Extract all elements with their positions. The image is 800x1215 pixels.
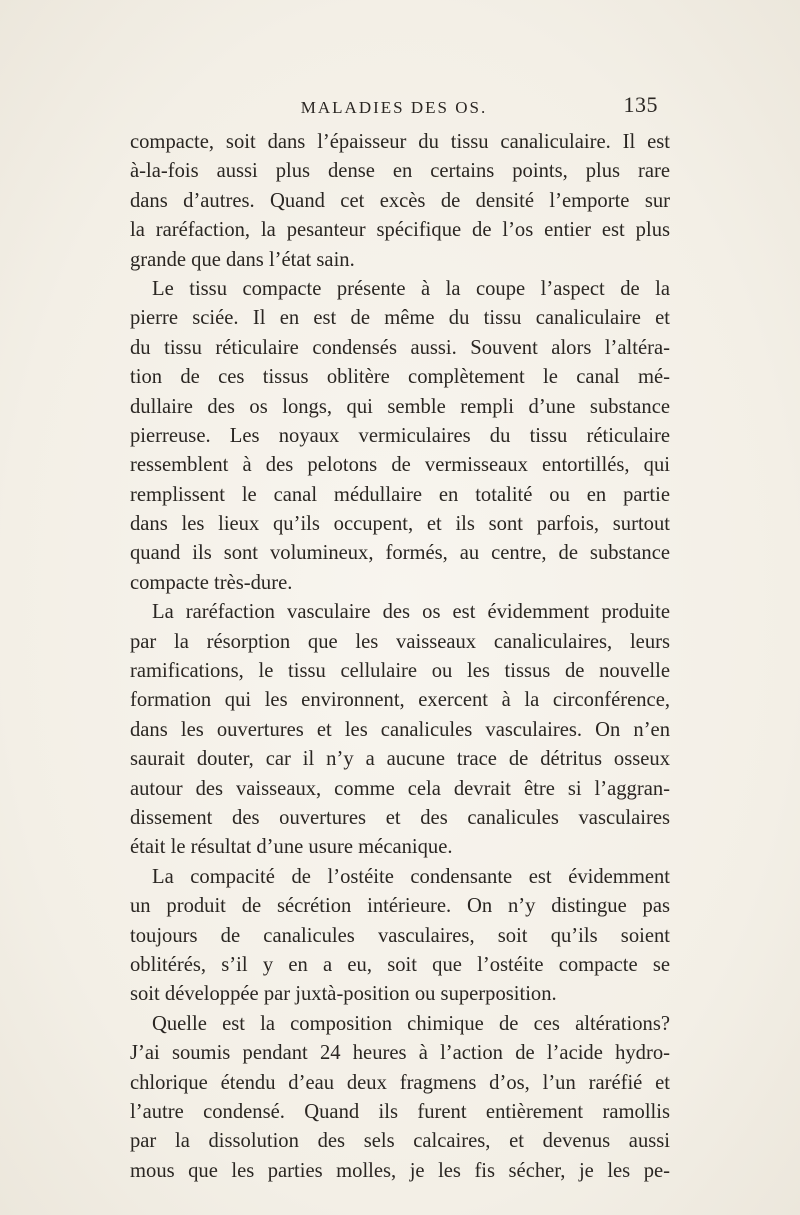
- text-line: pierreuse. Les noyaux vermiculaires du tissu réticulaire: [130, 424, 670, 447]
- text-line: Quelle est la composition chimique de ces altérations?: [152, 1012, 670, 1035]
- text-line: dullaire des os longs, qui semble rempli d’une substance: [130, 395, 670, 418]
- running-title: MALADIES DES OS.: [300, 98, 488, 117]
- text-line: était le résultat d’une usure mécanique.: [130, 836, 453, 859]
- text-line: La compacité de l’ostéite condensante est évidemment: [152, 865, 670, 888]
- text-line: pierre sciée. Il en est de même du tissu canaliculaire et: [130, 307, 670, 330]
- text-line: dans les lieux qu’ils occupent, et ils sont parfois, surtout: [130, 513, 670, 536]
- text-line: grande que dans l’état sain.: [130, 248, 355, 271]
- text-line: autour des vaisseaux, comme cela devrait être si l’aggran-: [130, 777, 670, 800]
- text-line: mous que les parties molles, je les fis sécher, je les pe-: [130, 1159, 670, 1182]
- text-line: compacte très-dure.: [130, 571, 293, 594]
- text-line: l’autre condensé. Quand ils furent entièrement ramollis: [130, 1100, 670, 1123]
- text-line: la raréfaction, la pesanteur spécifique de l’os entier est plus: [130, 219, 670, 242]
- text-line: chlorique étendu d’eau deux fragmens d’os, l’un raréfié et: [130, 1071, 670, 1094]
- text-line: à-la-fois aussi plus dense en certains points, plus rare: [130, 160, 670, 183]
- text-line: quand ils sont volumineux, formés, au centre, de substance: [130, 542, 670, 565]
- text-line: dissement des ouvertures et des canalicules vasculaires: [130, 806, 670, 829]
- text-line: tion de ces tissus oblitère complètement le canal mé-: [130, 366, 670, 389]
- body-text: [130, 128, 670, 1186]
- text-line: saurait douter, car il n’y a aucune trace de détritus osseux: [130, 748, 670, 771]
- text-line: remplissent le canal médullaire en totalité ou en partie: [130, 483, 670, 506]
- page-number: 135: [623, 92, 658, 117]
- text-line: J’ai soumis pendant 24 heures à l’action de l’acide hydro-: [130, 1042, 670, 1065]
- text-line: dans d’autres. Quand cet excès de densité l’emporte sur: [130, 189, 670, 212]
- text-line: ressemblent à des pelotons de vermisseaux entortillés, qui: [130, 454, 670, 477]
- text-line: du tissu réticulaire condensés aussi. Souvent alors l’altéra-: [130, 336, 670, 359]
- text-line: toujours de canalicules vasculaires, soit qu’ils soient: [130, 924, 670, 947]
- text-line: soit développée par juxtà-position ou superposition.: [130, 983, 557, 1006]
- text-line: formation qui les environnent, exercent à la circonférence,: [130, 689, 670, 712]
- page-header: [130, 92, 658, 122]
- text-line: oblitérés, s’il y en a eu, soit que l’ostéite compacte se: [130, 953, 670, 976]
- text-line: par la résorption que les vaisseaux canaliculaires, leurs: [130, 630, 670, 653]
- text-line: compacte, soit dans l’épaisseur du tissu canaliculaire. Il est: [130, 131, 670, 153]
- text-line: par la dissolution des sels calcaires, et devenus aussi: [130, 1130, 670, 1153]
- text-line: dans les ouvertures et les canalicules vasculaires. On n’en: [130, 718, 670, 741]
- text-line: La raréfaction vasculaire des os est évidemment produite: [152, 601, 670, 624]
- text-line: un produit de sécrétion intérieure. On n’y distingue pas: [130, 895, 670, 918]
- text-line: Le tissu compacte présente à la coupe l’aspect de la: [152, 277, 670, 300]
- text-line: ramifications, le tissu cellulaire ou les tissus de nouvelle: [130, 660, 670, 683]
